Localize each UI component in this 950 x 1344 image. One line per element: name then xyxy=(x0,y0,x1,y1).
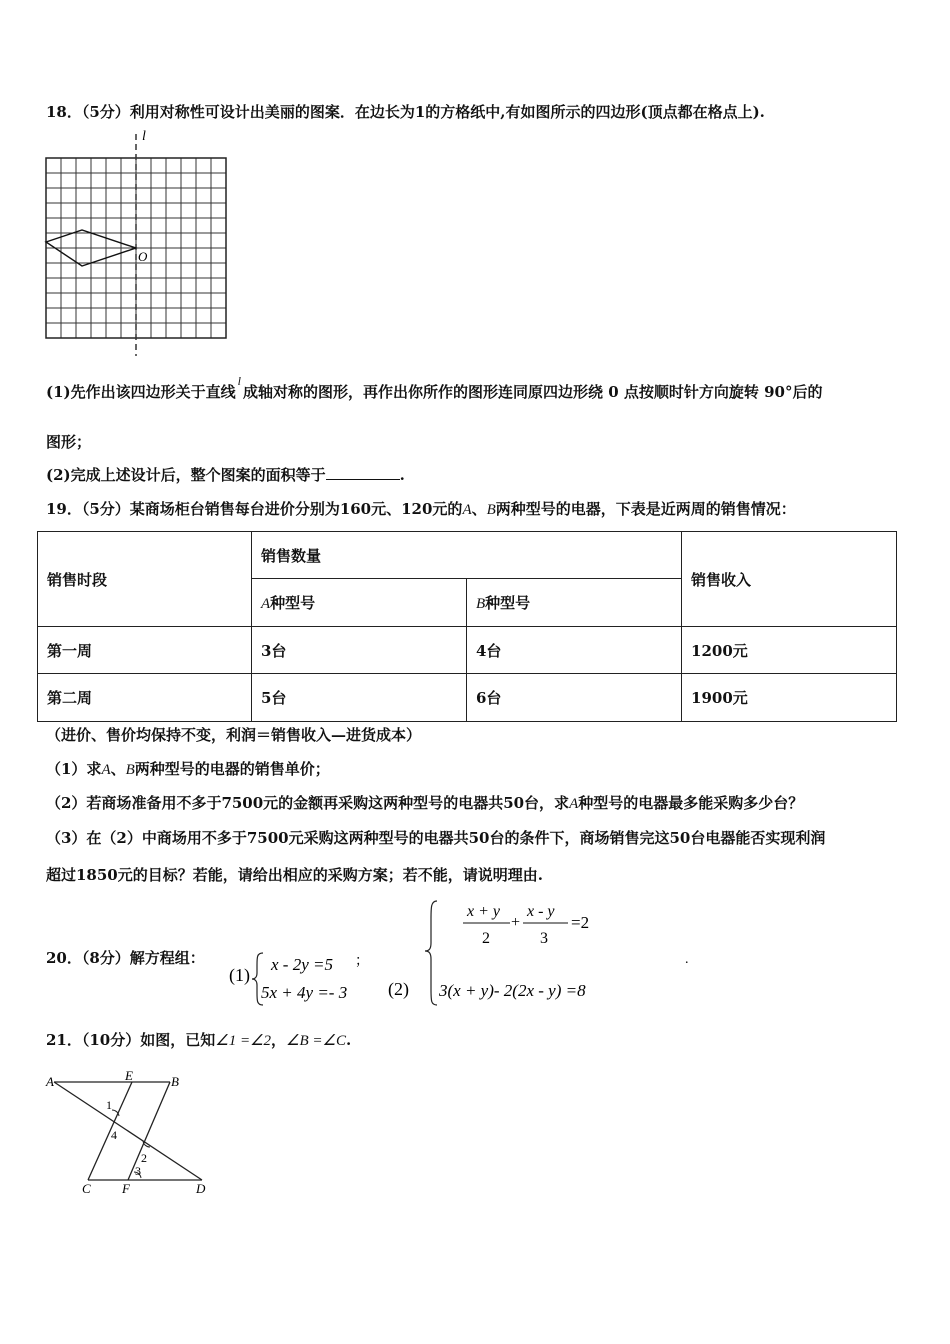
q20-end: . xyxy=(685,952,689,967)
angle-arc-1 xyxy=(112,1110,119,1116)
q19-p2-a: （2）若商场准备用不多于7500元的金额再采购这两种型号的电器共50台，求 xyxy=(46,794,570,812)
type-a-var: A xyxy=(261,596,271,612)
type-b-header xyxy=(467,579,682,627)
sys2-num1: x + y xyxy=(467,903,500,920)
row2-a: 5台 xyxy=(252,674,467,722)
row1-period: 第一周 xyxy=(38,627,252,674)
label-f: F xyxy=(122,1181,130,1196)
q20-intro: 20．（8分）解方程组： xyxy=(46,949,205,967)
label-b: B xyxy=(171,1074,179,1089)
revenue-header: 销售收入 xyxy=(682,532,897,627)
segment-ad xyxy=(54,1082,202,1180)
q19-p1-b: 两种型号的电器的销售单价； xyxy=(134,760,330,778)
sys2-rhs1: =2 xyxy=(571,913,590,932)
q19-var-a: A xyxy=(462,502,472,518)
q21-figure xyxy=(40,1066,220,1202)
q19-intro-a: 19．（5分）某商场柜台销售每台进价分别为160元、120元的 xyxy=(46,500,463,518)
row1-b: 4台 xyxy=(467,627,682,674)
sys2-num2: x - y xyxy=(527,903,555,920)
q19-p2-b: 种型号的电器最多能采购多少台？ xyxy=(578,794,804,812)
q18-part2-end: . xyxy=(399,466,405,484)
sys1-label: (1) xyxy=(229,965,250,985)
q19-part1 xyxy=(46,759,330,780)
q18-title: 18．（5分）利用对称性可设计出美丽的图案．在边长为1的方格纸中,有如图所示的四边形(顶点都在格点上). xyxy=(46,103,765,121)
type-a-header xyxy=(252,579,467,627)
sys2-label: (2) xyxy=(388,979,409,999)
q19-intro-b: 两种型号的电器，下表是近两周的销售情况： xyxy=(495,500,796,518)
q19-sep: 、 xyxy=(471,500,487,518)
q19-part3: （3）在（2）中商场用不多于7500元采购这两种型号的电器共50台的条件下，商场销售完这50台电器能否实现利润 xyxy=(46,829,826,847)
label-angle-1: 1 xyxy=(106,1098,112,1112)
q21-end: . xyxy=(345,1031,352,1049)
label-o: O xyxy=(138,249,148,264)
q21-cond1: ∠1 =∠2 xyxy=(215,1033,272,1049)
q20-equations xyxy=(225,895,705,1010)
label-e: E xyxy=(125,1068,133,1083)
sales-table xyxy=(37,531,897,722)
sys1-eq2: 5x + 4y =- 3 xyxy=(261,983,348,1002)
label-a: A xyxy=(46,1074,54,1089)
row2-period: 第二周 xyxy=(38,674,252,722)
label-d: D xyxy=(196,1181,206,1196)
q18-part2-text: (2)完成上述设计后，整个图案的面积等于 xyxy=(46,466,326,484)
q19-p1-var-b: B xyxy=(125,762,135,778)
q18-grid-figure xyxy=(40,128,240,360)
sys1-eq1: x - 2y =5 xyxy=(271,955,333,974)
q18-part1-after: 成轴对称的图形，再作出你所作的图形连同原四边形绕 0 点按顺时针方向旋转 90°后的 xyxy=(242,383,823,401)
q21-comma: ， xyxy=(271,1031,287,1049)
row2-revenue: 1900元 xyxy=(682,674,897,722)
sys2-plus: + xyxy=(511,914,521,931)
table-row xyxy=(38,532,897,579)
semicolon: ； xyxy=(355,954,369,969)
period-header: 销售时段 xyxy=(38,532,252,627)
type-a-label: 种型号 xyxy=(270,594,316,612)
q18-part1-before: (1)先作出该四边形关于直线 xyxy=(46,383,236,401)
brace-2 xyxy=(425,901,437,1005)
label-angle-4: 4 xyxy=(111,1128,117,1142)
q19-p1-sep: 、 xyxy=(110,760,126,778)
q19-intro xyxy=(46,499,796,520)
q18-part1-cont: 图形； xyxy=(46,433,92,451)
row1-a: 3台 xyxy=(252,627,467,674)
q19-p1-var-a: A xyxy=(101,762,111,778)
label-angle-3: 3 xyxy=(135,1164,141,1178)
q18-part2 xyxy=(46,465,405,485)
q19-p2-var-a: A xyxy=(569,796,579,812)
row2-b: 6台 xyxy=(467,674,682,722)
segment-ec xyxy=(88,1082,132,1180)
q19-part2 xyxy=(46,793,803,814)
q18-part1 xyxy=(46,374,823,403)
q19-part3-cont: 超过1850元的目标？若能，请给出相应的采购方案；若不能，请说明理由. xyxy=(46,866,543,884)
qty-header: 销售数量 xyxy=(252,532,682,579)
q19-var-b: B xyxy=(486,502,496,518)
sys2-eq2: 3(x + y)- 2(2x - y) =8 xyxy=(439,981,586,1000)
sys2-den2: 3 xyxy=(540,930,548,947)
q19-p1-a: （1）求 xyxy=(46,760,102,778)
answer-blank xyxy=(326,465,400,480)
label-angle-2: 2 xyxy=(141,1151,147,1165)
q19-note: （进价、售价均保持不变，利润＝销售收入—进货成本） xyxy=(46,726,422,744)
q21-cond2: ∠B =∠C xyxy=(286,1033,346,1049)
type-b-var: B xyxy=(476,596,486,612)
sys2-den1: 2 xyxy=(482,930,490,947)
table-row xyxy=(38,627,897,674)
q21-intro xyxy=(46,1030,351,1051)
label-c: C xyxy=(82,1181,91,1196)
row1-revenue: 1200元 xyxy=(682,627,897,674)
type-b-label: 种型号 xyxy=(485,594,531,612)
table-row xyxy=(38,674,897,722)
label-l: l xyxy=(142,129,146,144)
q21-intro-text: 21．（10分）如图，已知 xyxy=(46,1031,216,1049)
q18-part1-l: l xyxy=(237,374,241,388)
